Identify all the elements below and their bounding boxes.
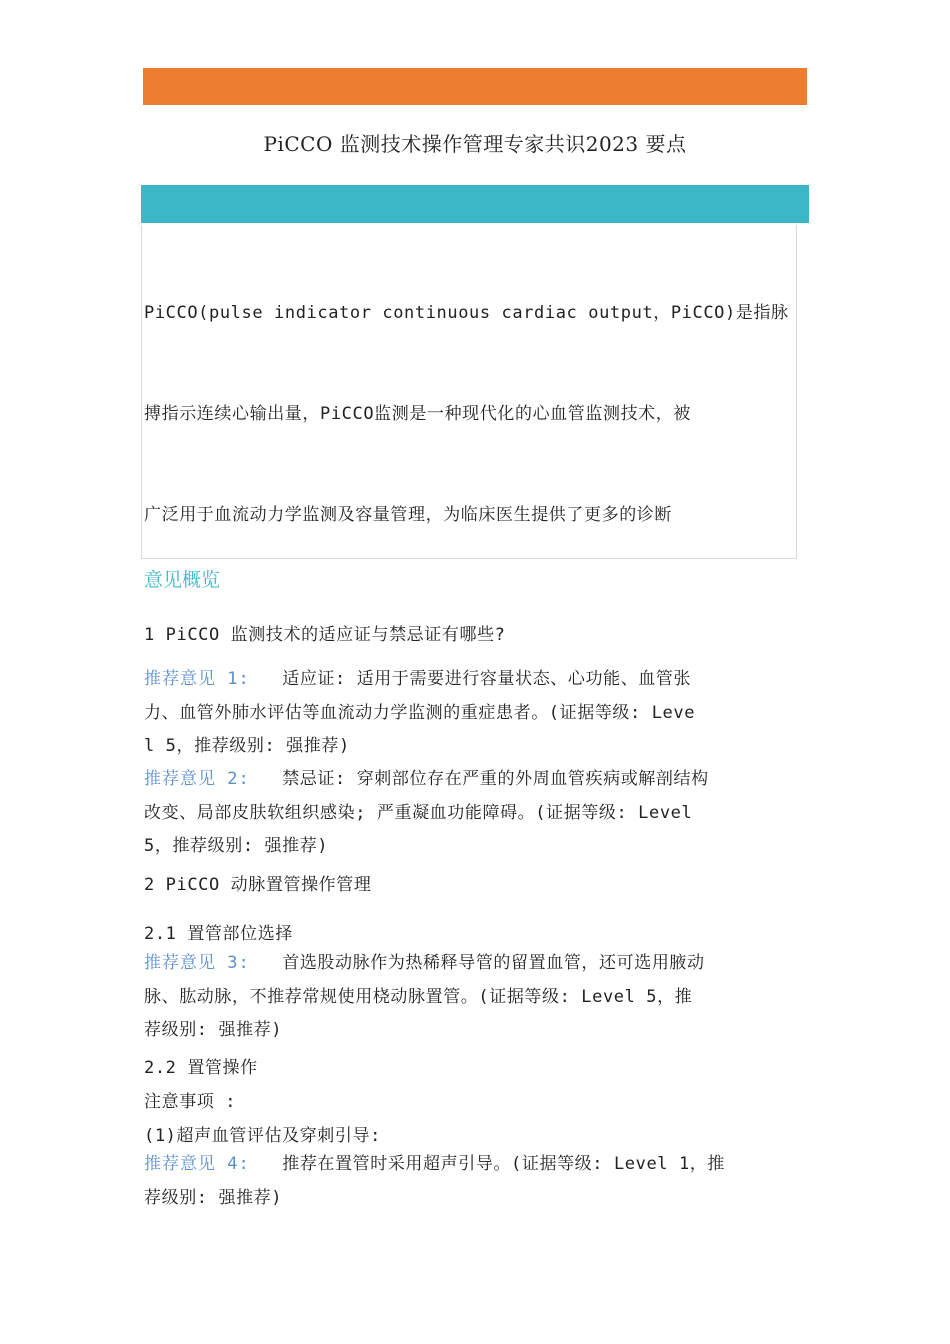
header-orange-bar bbox=[143, 68, 807, 105]
recommendation-2 bbox=[144, 763, 804, 864]
rec-text: l 5，推荐级别: 强推荐) bbox=[144, 736, 350, 756]
question-2: 2 PiCCO 动脉置管操作管理 bbox=[144, 875, 372, 895]
rec-label: 推荐意见 1: bbox=[144, 669, 250, 689]
recommendation-3 bbox=[144, 947, 804, 1048]
recommendation-1 bbox=[144, 663, 804, 764]
overview-heading: 意见概览 bbox=[144, 569, 221, 591]
rec-text: 适应证: 适用于需要进行容量状态、心功能、血管张 bbox=[282, 669, 692, 689]
section-teal-bar bbox=[141, 185, 809, 223]
rec-label: 推荐意见 2: bbox=[144, 769, 250, 789]
intro-line: PiCCO(pulse indicator continuous cardiac output，PiCCO)是指脉 bbox=[144, 303, 789, 324]
rec-text: 改变、局部皮肤软组织感染; 严重凝血功能障碍。(证据等级: Level bbox=[144, 802, 693, 823]
notes-heading: 注意事项 : bbox=[144, 1092, 237, 1112]
rec-label: 推荐意见 4: bbox=[144, 1154, 250, 1174]
intro-line: 广泛用于血流动力学监测及容量管理，为临床医生提供了更多的诊断 bbox=[144, 504, 672, 525]
question-1: 1 PiCCO 监测技术的适应证与禁忌证有哪些? bbox=[144, 625, 506, 645]
rec-text: 力、血管外肺水评估等血流动力学监测的重症患者。(证据等级: Leve bbox=[144, 702, 696, 723]
rec-text: 5，推荐级别: 强推荐) bbox=[144, 836, 329, 856]
page-title: PiCCO 监测技术操作管理专家共识2023 要点 bbox=[263, 132, 687, 156]
intro-paragraph bbox=[141, 225, 797, 559]
rec-text: 脉、肱动脉，不推荐常规使用桡动脉置管。(证据等级: Level 5，推 bbox=[144, 986, 693, 1007]
rec-text: 首选股动脉作为热稀释导管的留置血管，还可选用腋动 bbox=[282, 953, 705, 973]
rec-text: 推荐在置管时采用超声引导。(证据等级: Level 1，推 bbox=[282, 1154, 725, 1174]
rec-text: 荐级别: 强推荐) bbox=[144, 1187, 283, 1208]
note-1: (1)超声血管评估及穿刺引导: bbox=[144, 1126, 381, 1146]
rec-text: 禁忌证: 穿刺部位存在严重的外周血管疾病或解剖结构 bbox=[282, 769, 709, 789]
recommendation-4 bbox=[144, 1148, 804, 1215]
intro-line: 搏指示连续心输出量，PiCCO监测是一种现代化的心血管监测技术，被 bbox=[144, 403, 691, 424]
subsection-2-1: 2.1 置管部位选择 bbox=[144, 924, 293, 944]
rec-label: 推荐意见 3: bbox=[144, 953, 250, 973]
rec-text: 荐级别: 强推荐) bbox=[144, 1020, 283, 1040]
subsection-2-2: 2.2 置管操作 bbox=[144, 1058, 258, 1078]
